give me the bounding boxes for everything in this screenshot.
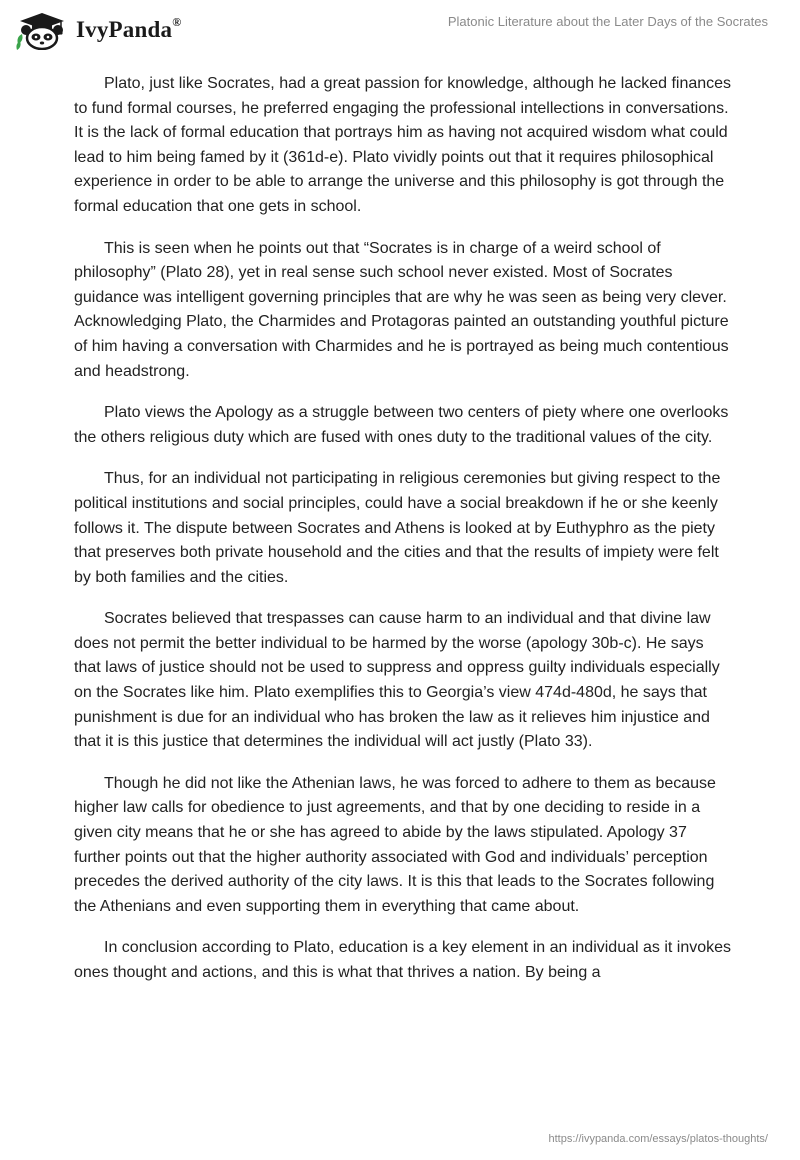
registered-mark: ® — [172, 15, 182, 29]
paragraph: Socrates believed that trespasses can cause harm to an individual and that divine law does not permit the better individual to be harmed by the worse (apology 30b-c). He says that laws of justice should not be used to suppress and oppress guilty individuals especially on the Socrates like him. Plato exemplifies this to Georgia’s view 474d-480d, he says that punishment is due for an individual who has broken the law as it relieves him injustice and that it is this justice that determines the individual will act justly (Plato 33). — [74, 610, 720, 751]
essay-body — [74, 72, 734, 1003]
footer-url[interactable]: https://ivypanda.com/essays/platos-thoughts/ — [548, 1133, 768, 1145]
paragraph: In conclusion according to Plato, education is a key element in an individual as it invokes ones thought and actions, and this is what that thrives a nation. By being a — [74, 939, 732, 981]
paragraph: Plato, just like Socrates, had a great passion for knowledge, although he lacked finances to fund formal courses, he preferred engaging the professional intellections in conversations. It is the lack of formal education that portrays him as having not acquired wisdom what could lead to him being famed by it (361d-e). Plato vividly points out that it requires philosophical experience in order to be able to arrange the universe and this philosophy is got through the formal education that one gets in school. — [74, 75, 732, 215]
brand-name: IvyPanda® — [76, 15, 182, 42]
paragraph: Plato views the Apology as a struggle between two centers of piety where one overlooks the others religious duty which are fused with ones duty to the traditional values of the city. — [74, 404, 729, 446]
brand-logo[interactable] — [14, 10, 181, 50]
page-header — [0, 0, 800, 60]
paragraph: This is seen when he points out that “Socrates is in charge of a weird school of philosophy” (Plato 28), yet in real sense such school never existed. Most of Socrates guidance was intelligent governing principles that are why he was seen as being very clever. Acknowledging Plato, the Charmides and Protagoras painted an outstanding youthful picture of him having a conversation with Charmides and he is portrayed as being much contentious and headstrong. — [74, 239, 729, 380]
panda-graduate-icon — [14, 10, 70, 50]
paragraph: Though he did not like the Athenian laws, he was forced to adhere to them as because higher law calls for obedience to just agreements, and that by one deciding to reside in a given city means that he or she has agreed to abide by the laws stipulated. Apology 37 further points out that the higher authority associated with God and individuals’ perception precedes the derived authority of the city laws. It is this that leads to the Socrates following the Athenians and even supporting them in everything that came about. — [74, 774, 716, 915]
paragraph: Thus, for an individual not participating in religious ceremonies but giving respect to the political institutions and social principles, could have a social breakdown if he or she keenly follows it. The dispute between Socrates and Athens is looked at by Euthyphro as the piety that preserves both private household and the cities and that the results of impiety were felt by both families and the cities. — [74, 470, 721, 586]
document-title: Platonic Literature about the Later Days of the Socrates — [447, 14, 768, 29]
